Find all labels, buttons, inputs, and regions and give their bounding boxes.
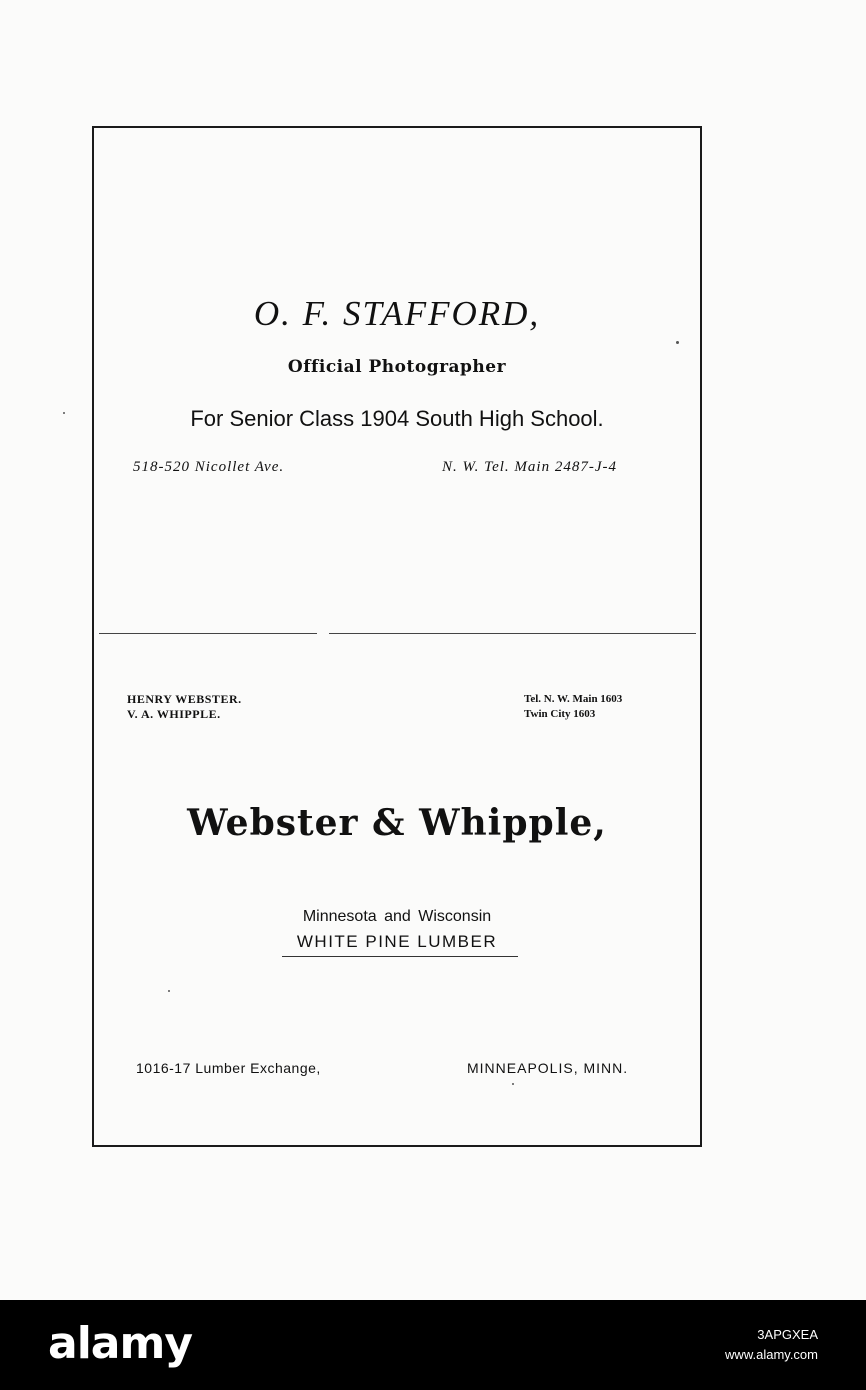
site-url: www.alamy.com: [725, 1347, 818, 1362]
partner-names: [127, 692, 242, 722]
firm-phones: [524, 692, 622, 722]
firm-phone: Tel. N. W. Main 1603: [524, 693, 623, 705]
image-id-block: [725, 1325, 818, 1365]
firm-region: Minnesota and Wisconsin: [302, 908, 492, 925]
product-underline: [282, 956, 518, 957]
firm-phone: Twin City 1603: [524, 708, 596, 720]
image-id: 3APGXEA: [757, 1327, 818, 1342]
firm-product: WHITE PINE LUMBER: [296, 932, 498, 951]
partner-name: V. A. WHIPPLE.: [127, 707, 221, 721]
section-divider-left: [99, 633, 317, 634]
firm-name: Webster & Whipple,: [187, 802, 607, 844]
section-divider-right: [329, 633, 696, 634]
stafford-name: O. F. STAFFORD,: [253, 294, 541, 333]
alamy-logo: alamy: [48, 1318, 192, 1369]
firm-city: MINNEAPOLIS, MINN.: [467, 1060, 629, 1076]
partner-name: HENRY WEBSTER.: [127, 692, 242, 706]
stafford-address: 518-520 Nicollet Ave.: [133, 459, 285, 475]
firm-office: 1016-17 Lumber Exchange,: [136, 1060, 321, 1076]
stafford-subtitle: Official Photographer: [287, 357, 507, 377]
advertisement-frame: [92, 126, 702, 1147]
stafford-phone: N. W. Tel. Main 2487-J-4: [442, 459, 617, 475]
stafford-tagline: For Senior Class 1904 South High School.: [190, 406, 604, 431]
